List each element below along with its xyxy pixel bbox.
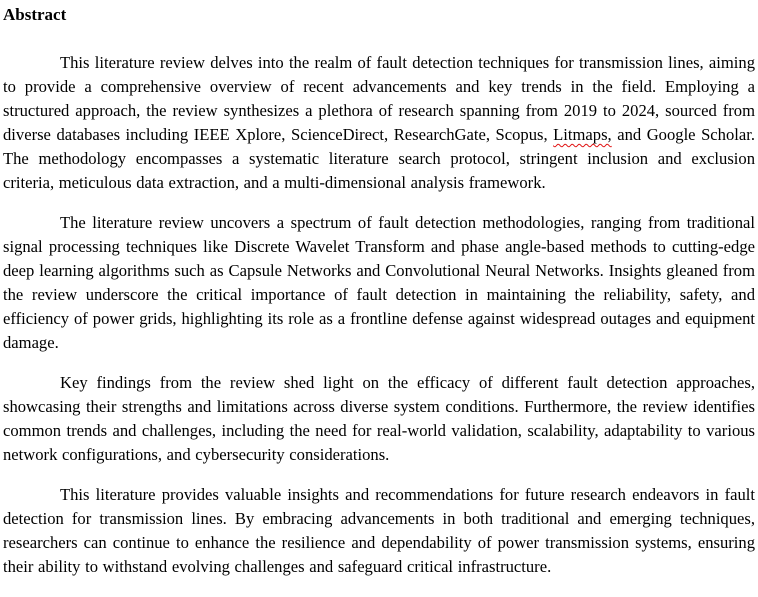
text-segment: This literature provides valuable insights and recommendations for future research endeavors in fault detection for transmission lines. By embracing advancements in both traditional and emerging techniques, researchers can continue to enhance the resilience and dependability of power transmission systems, ensuring their ability to withstand evolving challenges and safeguard critical infrastructure. [3,485,755,576]
text-segment: and Google Scholar. The methodology encompasses a systematic literature search protocol, stringent inclusion and exclusion criteria, meticulous data extraction, and a multi-dimensional analysis framework. [3,125,755,192]
text-segment: The literature review uncovers a spectrum of fault detection methodologies, ranging from traditional signal processing techniques like Discrete Wavelet Transform and phase angle-based methods to cutting-edge deep learning algorithms such as Capsule Networks and Convolutional Neural Networks. Insights gleaned from the review underscore the critical importance of fault detection in maintaining the reliability, safety, and efficiency of power grids, highlighting its role as a frontline defense against widespread outages and equipment damage. [3,213,755,352]
abstract-heading: Abstract [3,5,67,24]
paragraph-4 [3,483,755,579]
paragraph-1 [3,51,755,195]
misspelled-word[interactable]: Litmaps, [553,125,612,144]
text-segment: Key findings from the review shed light on the efficacy of different fault detection approaches, showcasing their strengths and limitations across diverse system conditions. Furthermore, the review identifies common trends and challenges, including the need for real-world validation, scalability, adaptability to various network configurations, and cybersecurity considerations. [3,373,755,464]
text-segment: This literature review delves into the realm of fault detection techniques for transmission lines, aiming to provide a comprehensive overview of recent advancements and key trends in the field. Employing a structured approach, the review synthesizes a plethora of research spanning from 2019 to 2024, sourced from diverse databases including IEEE Xplore, ScienceDirect, ResearchGate, Scopus, [3,53,755,144]
paragraph-2 [3,211,755,355]
abstract-body [3,51,755,579]
paragraph-3 [3,371,755,467]
